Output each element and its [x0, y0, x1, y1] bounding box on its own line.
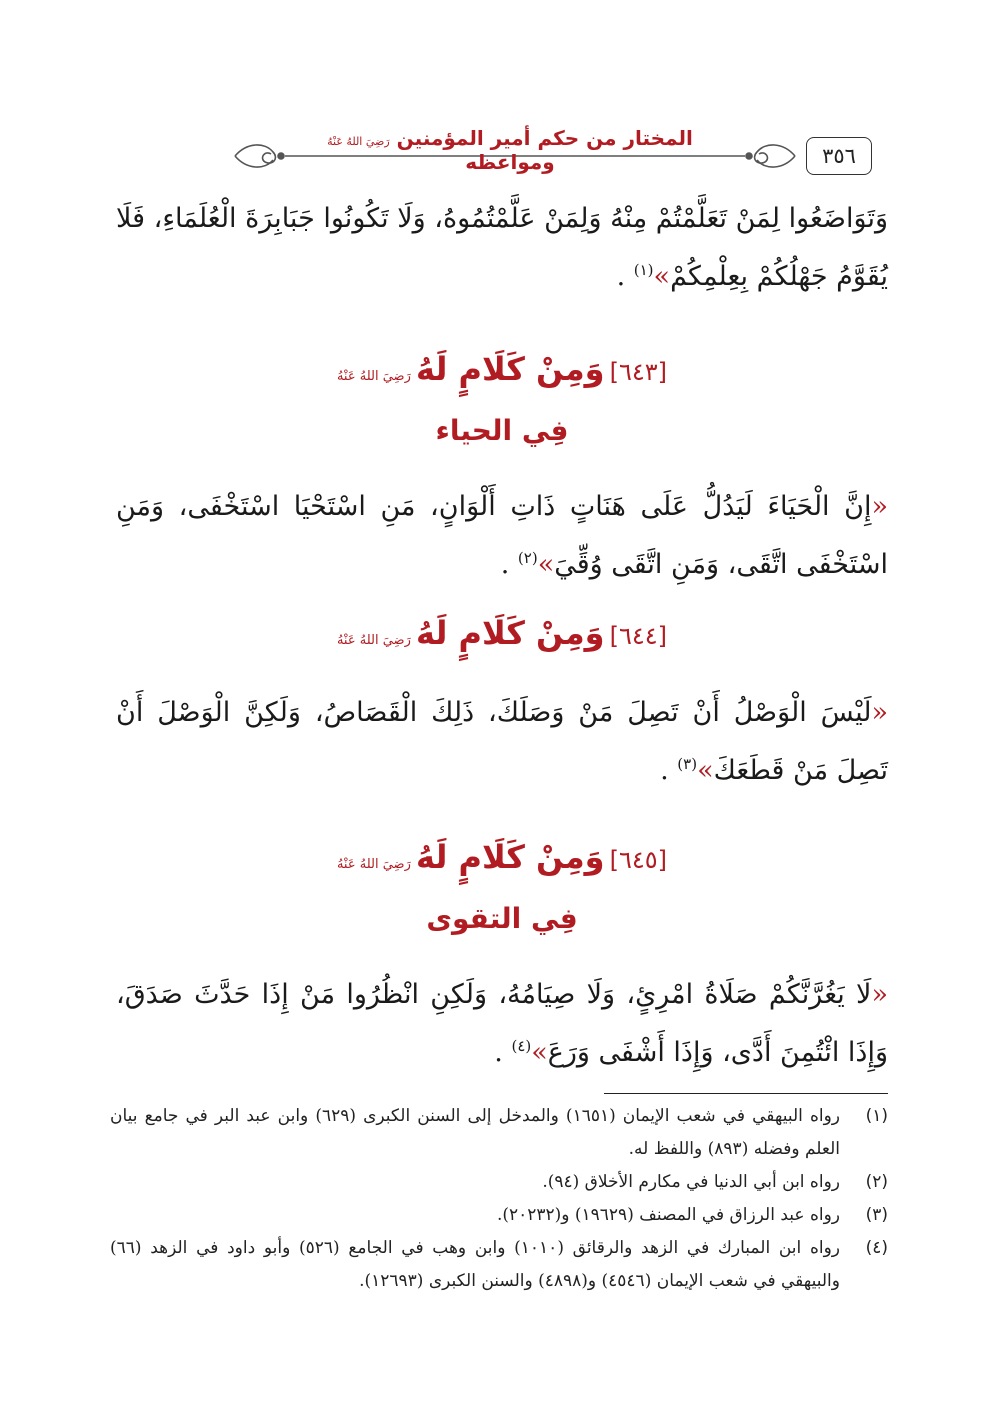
- footnote-number: (٢): [865, 1172, 888, 1192]
- section-heading-644: [116, 614, 888, 652]
- section-end: .: [494, 1037, 512, 1068]
- close-quote: »: [537, 549, 555, 580]
- intro-paragraph: [116, 190, 888, 306]
- footnote-text: رواه ابن أبي الدنيا في مكارم الأخلاق (٩٤).: [542, 1172, 840, 1192]
- footnote-number: (٤): [865, 1238, 888, 1258]
- footnote-number: (١): [865, 1106, 888, 1126]
- page-number: [806, 137, 872, 175]
- footnote-ref-4: (٤): [511, 1037, 532, 1055]
- section-subtitle-645: فِي التقوى: [426, 902, 578, 935]
- footnote-4: [110, 1232, 888, 1298]
- section-title: وَمِنْ كَلَامٍ لَهُ: [415, 614, 605, 652]
- section-text: لَا يَغُرَّنَّكُمْ صَلَاةُ امْرِئٍ، وَلَا صِيَامُهُ، وَلَكِنِ انْظُرُوا مَنْ إِذَا حَدَّثَ صَدَقَ، وَإِذَا ائْتُمِنَ أَدَّى، وَإِذَا أَشْفَى وَرَعَ: [116, 979, 888, 1068]
- close-quote: »: [697, 755, 714, 786]
- section-number: [٦٤٤]: [609, 622, 668, 650]
- section-subtitle-643: فِي الحياء: [435, 414, 569, 447]
- open-quote: «: [871, 491, 888, 522]
- section-paragraph-644: [116, 684, 888, 800]
- section-title: وَمِنْ كَلَامٍ لَهُ: [415, 838, 605, 876]
- footnote-ref-1: (١): [633, 261, 654, 279]
- section-paragraph-645: [116, 966, 888, 1082]
- close-quote: »: [531, 1037, 548, 1068]
- intro-end: .: [616, 261, 634, 292]
- intro-close-quote: »: [653, 261, 671, 292]
- intro-text: وَتَوَاضَعُوا لِمَنْ تَعَلَّمْتُمْ مِنْهُ وَلِمَنْ عَلَّمْتُمُوهُ، وَلَا تَكُونُوا جَبَابِرَةَ الْعُلَمَاءِ، فَلَا يُقَوَّمُ جَهْلُكُمْ بِعِلْمِكُمْ: [116, 203, 888, 292]
- footnote-3: [110, 1199, 888, 1232]
- section-text: لَيْسَ الْوَصْلُ أَنْ تَصِلَ مَنْ وَصَلَكَ، ذَلِكَ الْقَصَاصُ، وَلَكِنَّ الْوَصْلَ أَنْ تَصِلَ مَنْ قَطَعَكَ: [116, 697, 888, 786]
- section-title: وَمِنْ كَلَامٍ لَهُ: [415, 350, 605, 388]
- running-title-main: المختار من حكم أمير المؤمنين: [396, 126, 693, 150]
- section-number: [٦٤٥]: [609, 846, 668, 874]
- section-paragraph-643: [116, 478, 888, 594]
- open-quote: «: [871, 979, 888, 1010]
- running-title-honorific: رَضِيَ اللهُ عَنْهُ: [327, 135, 390, 148]
- section-heading-643: [116, 350, 888, 388]
- footnote-text: رواه عبد الرزاق في المصنف (١٩٦٢٩) و(٢٠٢٣٢).: [496, 1205, 840, 1225]
- footnote-separator: [604, 1093, 888, 1094]
- open-quote: «: [871, 697, 888, 728]
- footnote-2: [110, 1166, 888, 1199]
- running-title-end: ومواعظه: [465, 150, 555, 174]
- footnote-ref-3: (٣): [677, 755, 698, 773]
- running-title: [300, 126, 720, 174]
- section-honorific: رَضِيَ اللهُ عَنْهُ: [336, 633, 411, 648]
- footnote-1: [110, 1100, 888, 1166]
- footnotes: [110, 1100, 888, 1298]
- footnote-text: رواه البيهقي في شعب الإيمان (١٦٥١) والمدخل إلى السنن الكبرى (٦٢٩) وابن عبد البر في جامع بيان العلم وفضله (٨٩٣) واللفظ له.: [110, 1106, 840, 1159]
- footnote-number: (٣): [865, 1205, 888, 1225]
- section-end: .: [500, 549, 518, 580]
- footnote-ref-2: (٢): [517, 549, 538, 567]
- page-number-text: ٣٥٦: [822, 144, 856, 168]
- section-heading-645: [116, 838, 888, 876]
- section-honorific: رَضِيَ اللهُ عَنْهُ: [336, 369, 411, 384]
- section-text: إِنَّ الْحَيَاءَ لَيَدُلُّ عَلَى هَنَاتٍ ذَاتِ أَلْوَانٍ، مَنِ اسْتَحْيَا اسْتَخْفَى، وَمَنِ اسْتَخْفَى اتَّقَى، وَمَنِ اتَّقَى وُقِّيَ: [116, 491, 888, 580]
- section-honorific: رَضِيَ اللهُ عَنْهُ: [336, 857, 411, 872]
- section-number: [٦٤٣]: [609, 358, 668, 386]
- section-end: .: [660, 755, 678, 786]
- footnote-text: رواه ابن المبارك في الزهد والرقائق (١٠١٠) وابن وهب في الجامع (٥٢٦) وأبو داود في الزهد (٦٦) والبيهقي في شعب الإيمان (٤٥٤٦) و(٤٨٩٨) والسنن الكبرى (١٢٦٩٣).: [110, 1238, 840, 1291]
